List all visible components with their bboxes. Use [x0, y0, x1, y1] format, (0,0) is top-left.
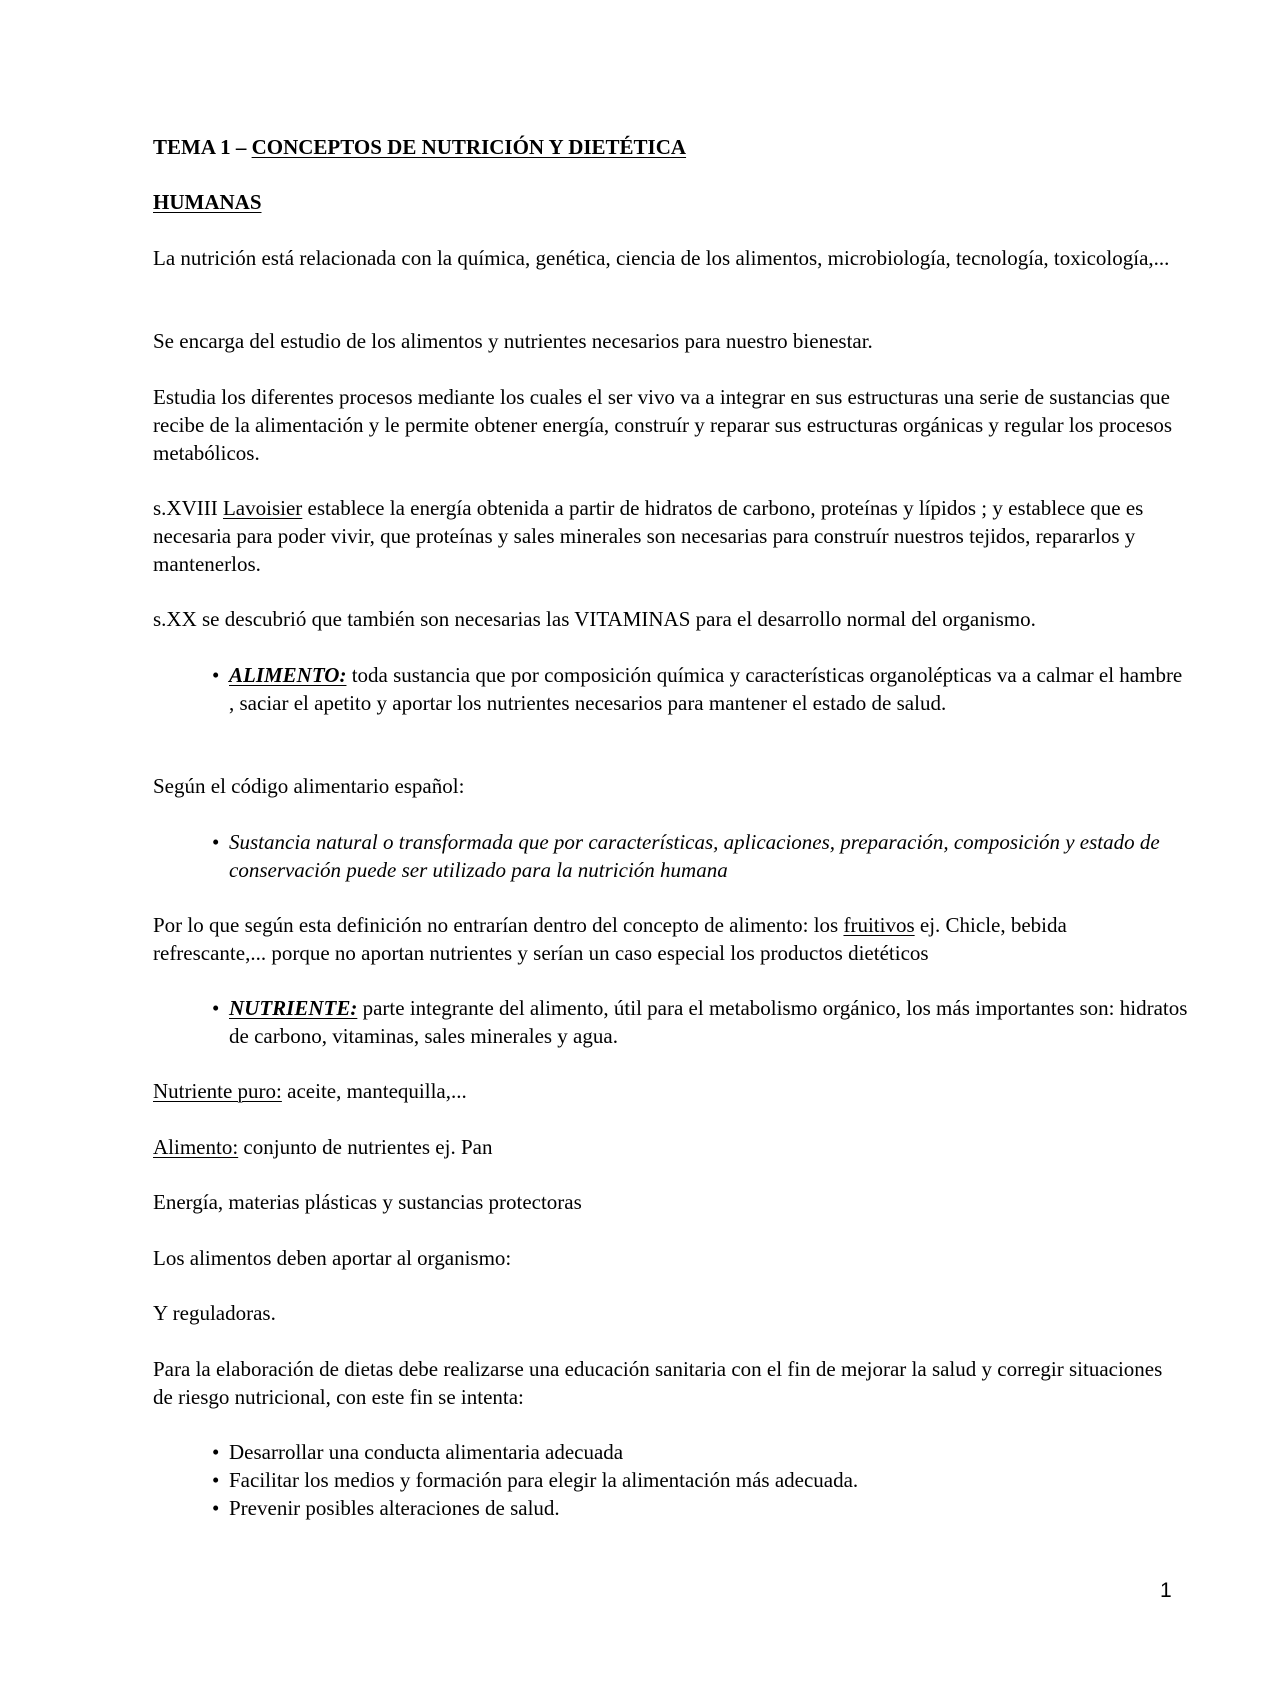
- alimento-definition: toda sustancia que por composición química y características organolépticas va a calmar el hambre , saciar el apetito y aportar los nutrientes necesarios para mantener el estado de salud.: [229, 663, 1183, 715]
- paragraph-aportar: Los alimentos deben aportar al organismo:: [153, 1246, 512, 1270]
- nutriente-puro-rest: aceite, mantequilla,...: [281, 1079, 467, 1103]
- bullet-dot: •: [212, 996, 220, 1020]
- bullet-nutriente: [212, 994, 1189, 1050]
- p4-prefix: s.XVIII: [153, 496, 223, 520]
- page-subtitle: [153, 188, 1173, 216]
- alimento-rest: conjunto de nutrientes ej. Pan: [238, 1135, 493, 1159]
- bullet-goal-3: [212, 1494, 1189, 1522]
- p7-rest: ej. Chicle, bebida refrescante,... porque no aportan nutrientes y serían un caso especial los productos dietéticos: [153, 913, 1067, 965]
- subtitle-text: HUMANAS: [153, 190, 262, 214]
- page-number: 1: [1160, 1579, 1172, 1602]
- alimento-label: Alimento:: [153, 1135, 239, 1159]
- paragraph-dietas: Para la elaboración de dietas debe realizarse una educación sanitaria con el fin de mejorar la salud y corregir situaciones de riesgo nutricional, con este fin se intenta:: [153, 1357, 1163, 1409]
- goal-text: Prevenir posibles alteraciones de salud.: [229, 1496, 560, 1520]
- paragraph-alimento: [153, 1133, 1173, 1161]
- paragraph-lavoisier: [153, 494, 1173, 578]
- bullet-goal-2: [212, 1466, 1189, 1494]
- paragraph-codigo: Según el código alimentario español:: [153, 774, 465, 798]
- paragraph-fruitivos: [153, 911, 1173, 967]
- nutriente-definition: parte integrante del alimento, útil para el metabolismo orgánico, los más importantes son: hidratos de carbono, vitaminas, sales minerales y agua.: [229, 996, 1188, 1048]
- nutriente-term: NUTRIENTE:: [229, 996, 358, 1020]
- bullet-alimento: [212, 661, 1189, 717]
- lavoisier-name: Lavoisier: [222, 496, 303, 520]
- goal-text: Desarrollar una conducta alimentaria adecuada: [229, 1440, 624, 1464]
- codigo-definition: Sustancia natural o transformada que por características, aplicaciones, preparación, composición y estado de conservación puede ser utilizado para la nutrición humana: [229, 830, 1160, 882]
- nutriente-puro-term: Nutriente puro:: [153, 1079, 282, 1103]
- paragraph-reguladoras: Y reguladoras.: [153, 1301, 276, 1325]
- bullet-codigo-definition: [212, 828, 1189, 884]
- title-underlined: CONCEPTOS DE NUTRICIÓN Y DIETÉTICA: [251, 135, 687, 159]
- bullet-dot: •: [212, 1440, 220, 1464]
- paragraph-vitamins: s.XX se descubrió que también son necesarias las VITAMINAS para el desarrollo normal del organismo.: [153, 607, 1036, 631]
- p4-rest: establece la energía obtenida a partir de hidratos de carbono, proteínas y lípidos ; y establece que es necesaria para poder vivir, que proteínas y sales minerales son necesarias para construír nuestros tejidos, repararlos y mantenerlos.: [153, 496, 1144, 576]
- bullet-goal-1: [212, 1438, 1189, 1466]
- bullet-dot: •: [212, 830, 220, 854]
- fruitivos-term: fruitivos: [843, 913, 915, 937]
- alimento-term: ALIMENTO:: [229, 663, 347, 687]
- goal-text: Facilitar los medios y formación para elegir la alimentación más adecuada.: [229, 1468, 859, 1492]
- title-prefix: TEMA 1 –: [153, 135, 252, 159]
- paragraph-processes: Estudia los diferentes procesos mediante los cuales el ser vivo va a integrar en sus estructuras una serie de sustancias que recibe de la alimentación y le permite obtener energía, construír y reparar sus estructuras orgánicas y regular los procesos metabólicos.: [153, 385, 1173, 465]
- paragraph-study-scope: Se encarga del estudio de los alimentos y nutrientes necesarios para nuestro bienestar.: [153, 329, 873, 353]
- bullet-dot: •: [212, 1496, 220, 1520]
- paragraph-nutriente-puro: [153, 1077, 1173, 1105]
- p7-prefix: Por lo que según esta definición no entrarían dentro del concepto de alimento: los: [153, 913, 844, 937]
- paragraph-nutrition-relations: La nutrición está relacionada con la química, genética, ciencia de los alimentos, microbiología, tecnología, toxicología,...: [153, 246, 1170, 270]
- bullet-dot: •: [212, 1468, 220, 1492]
- paragraph-energia: Energía, materias plásticas y sustancias protectoras: [153, 1190, 582, 1214]
- bullet-dot: •: [212, 663, 220, 687]
- page-title: [153, 133, 1173, 161]
